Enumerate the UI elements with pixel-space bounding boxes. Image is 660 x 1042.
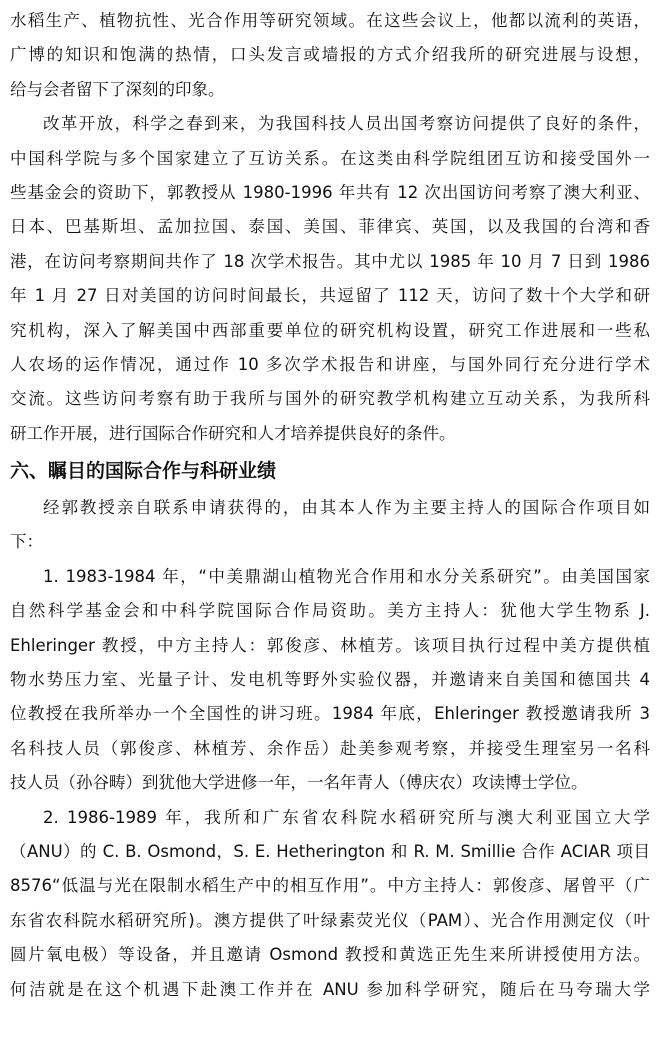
- text-line: 交流。这些访问考察有助于我所与国外的研究教学机构建立互动关系，为我所科: [10, 389, 650, 409]
- text-line: 水稻生产、植物抗性、光合作用等研究领域。在这些会议上，他都以流利的英语，: [10, 11, 650, 30]
- text-line: 究机构，深入了解美国中西部重要单位的研究机构设置，研究工作进展和一些私: [10, 320, 650, 340]
- text-line: Ehleringer 教授，中方主持人：郭俊彦、林植芳。该项目执行过程中美方提供植: [10, 635, 650, 655]
- text-line: 研工作开展，进行国际合作研究和人才培养提供良好的条件。: [10, 423, 456, 443]
- section-heading: 六、瞩目的国际合作与科研业绩: [10, 460, 277, 483]
- paragraph-5: [10, 801, 650, 1007]
- text-line: 自然科学基金会和中科学院国际合作局资助。美方主持人：犹他大学生物系 J.: [10, 601, 650, 621]
- text-line: 些基金会的资助下，郭教授从 1980-1996 年共有 12 次出国访问考察了澳大利亚、: [10, 182, 650, 202]
- paragraph-4: [10, 560, 650, 801]
- text-line: 何洁就是在这个机遇下赴澳工作并在 ANU 参加科学研究，随后在马夸瑞大学: [10, 979, 650, 999]
- text-line: 技人员（孙谷畴）到犹他大学进修一年，一名年青人（傅庆农）攻读博士学位。: [10, 773, 588, 793]
- text-line: 圆片氧电极）等设备，并且邀请 Osmond 教授和黄选正先生来所讲授使用方法。: [10, 945, 650, 965]
- text-line: 给与会者留下了深刻的印象。: [10, 79, 225, 99]
- text-line: 物水势压力室、光量子计、发电机等野外实验仪器，并邀请来自美国和德国共 4: [10, 670, 650, 690]
- text-line: 经郭教授亲自联系申请获得的，由其本人作为主要主持人的国际合作项目如: [43, 498, 650, 518]
- text-line: 广博的知识和饱满的热情，口头发言或墙报的方式介绍我所的研究进展与设想，: [10, 45, 650, 65]
- text-line: 下：: [10, 532, 43, 552]
- text-line: 8576“低温与光在限制水稻生产中的相互作用”。中方主持人：郭俊彦、屠曾平（广: [10, 876, 650, 896]
- paragraph-3: [10, 491, 650, 560]
- text-line: 改革开放，科学之春到来，为我国科技人员出国考察访问提供了良好的条件，: [43, 114, 650, 134]
- text-line: 1. 1983-1984 年，“中美鼎湖山植物光合作用和水分关系研究”。由美国国家: [43, 566, 650, 586]
- text-line: 港，在访问考察期间共作了 18 次学术报告。其中尤以 1985 年 10 月 7 日到 1986: [10, 251, 650, 271]
- text-line: 日本、巴基斯坦、孟加拉国、泰国、美国、菲律宾、英国，以及我国的台湾和香: [10, 217, 650, 237]
- text-line: 东省农科院水稻研究所)。澳方提供了叶绿素荧光仪（PAM）、光合作用测定仪（叶: [10, 910, 650, 930]
- text-line: 人农场的运作情况，通过作 10 多次学术报告和讲座，与国外同行充分进行学术: [10, 354, 650, 374]
- text-line: 位教授在我所举办一个全国性的讲习班。1984 年底，Ehleringer 教授邀请我所 3: [10, 704, 650, 724]
- text-line: 年 1 月 27 日对美国的访问时间最长，共逗留了 112 天，访问了数十个大学和研: [10, 286, 650, 306]
- text-line: （ANU）的 C. B. Osmond，S. E. Hetherington 和 R. M. Smillie 合作 ACIAR 项目: [10, 841, 650, 861]
- text-line: 中国科学院与多个国家建立了互访关系。在这类由科学院组团互访和接受国外一: [10, 148, 650, 168]
- paragraph-1: [10, 4, 650, 107]
- text-line: 2. 1986-1989 年，我所和广东省农科院水稻研究所与澳大利亚国立大学: [43, 807, 650, 827]
- paragraph-2: [10, 107, 650, 451]
- text-line: 名科技人员（郭俊彦、林植芳、余作岳）赴美参观考察，并接受生理室另一名科: [10, 738, 650, 758]
